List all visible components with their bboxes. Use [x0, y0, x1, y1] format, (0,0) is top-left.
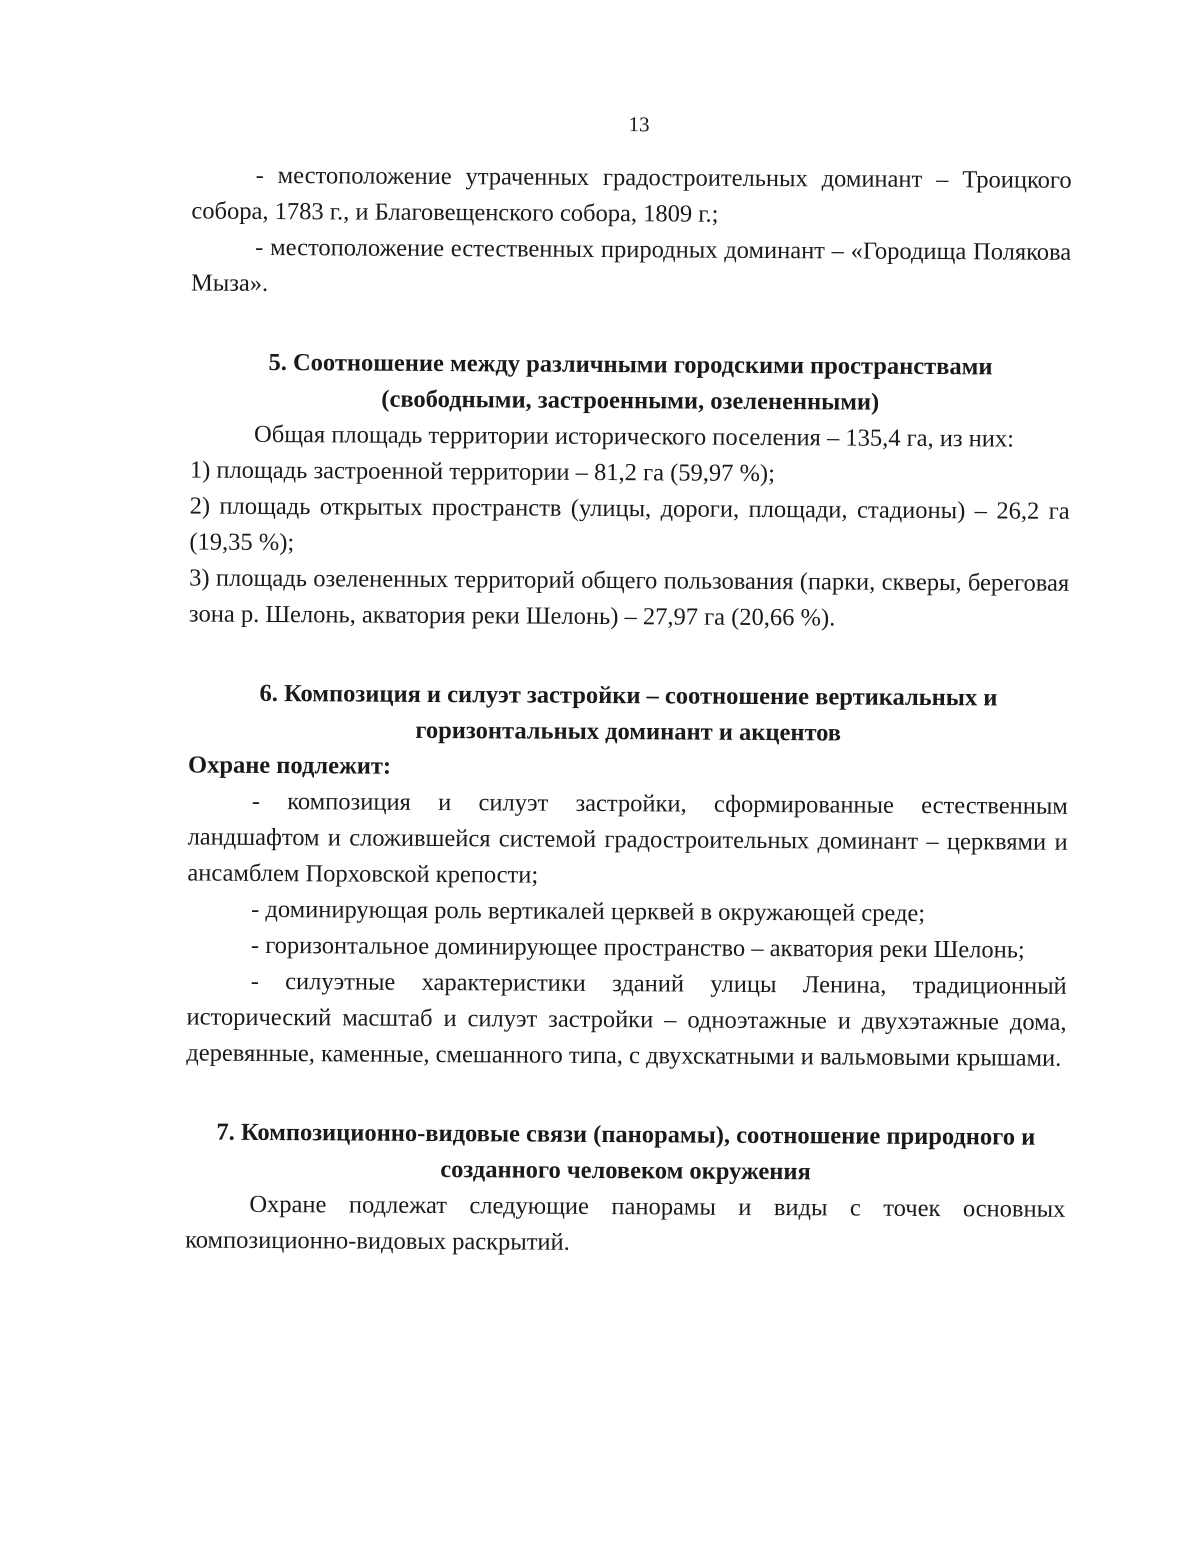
section-6-item-horizontal-space: - горизонтальное доминирующее пространство – акватория реки Шелонь; [250, 931, 1025, 964]
section-6-heading-line-2: горизонтальных доминант и акцентов [415, 716, 842, 747]
section-5-intro: Общая площадь территории исторического поселения – 135,4 га, из них: [253, 420, 1015, 453]
section-7 [185, 1114, 1066, 1263]
section-5-item-built-area: 1) площадь застроенной территории – 81,2 га (59,97 %); [189, 456, 776, 488]
section-6 [186, 675, 1068, 1076]
intro-item-lost-dominants: - местоположение утраченных градостроительных доминант – Троицкого собора, 1783 г., и Благовещенского собора, 1809 г.; [191, 161, 1072, 228]
section-7-heading-line-2: созданного человеком окружения [440, 1156, 811, 1186]
section-6-item-composition: - композиция и силуэт застройки, сформированные естественным ландшафтом и сложившейся системой градостроительных доминант – церквями и ансамблем Порховской крепости; [187, 787, 1068, 889]
section-6-item-vertical-dominants: - доминирующая роль вертикалей церквей в окружающей среде; [251, 895, 926, 927]
intro-item-natural-dominants: - местоположение естественных природных доминант – «Городища Полякова Мыза». [190, 233, 1072, 297]
section-5 [189, 344, 1071, 637]
section-6-heading-line-1: 6. Композиция и силуэт застройки – соотношение вертикальных и [259, 679, 998, 712]
page-number: 13 [628, 112, 650, 137]
spacer [186, 1071, 1066, 1119]
section-7-text: Охране подлежат следующие панорамы и виды с точек основных композиционно-видовых раскрытий. [185, 1190, 1066, 1256]
section-6-protection-label: Охране подлежит: [187, 751, 392, 780]
section-6-item-silhouette: - силуэтные характеристики зданий улицы Ленина, традиционный исторический масштаб и силуэт застройки – одноэтажные и двухэтажные дома, деревянные, каменные, смешанного типа, с двухскатными и вальмовыми крышами. [186, 967, 1067, 1072]
spacer [189, 632, 1069, 680]
section-5-heading-line-1: 5. Соотношение между различными городскими пространствами [268, 348, 993, 381]
section-5-heading-line-2: (свободными, застроенными, озелененными) [381, 385, 880, 416]
spacer [191, 301, 1071, 349]
section-7-heading-line-1: 7. Композиционно-видовые связи (панорамы), соотношение природного и [216, 1118, 1036, 1151]
section-5-item-green-areas: 3) площадь озелененных территорий общего пользования (парки, скверы, береговая зона р. Шелонь, акватория реки Шелонь) – 27,97 га (20,66 %). [188, 564, 1070, 632]
section-5-item-open-spaces: 2) площадь открытых пространств (улицы, дороги, площади, стадионы) – 26,2 га (19,35 %); [189, 492, 1070, 557]
document-body [185, 157, 1072, 1263]
